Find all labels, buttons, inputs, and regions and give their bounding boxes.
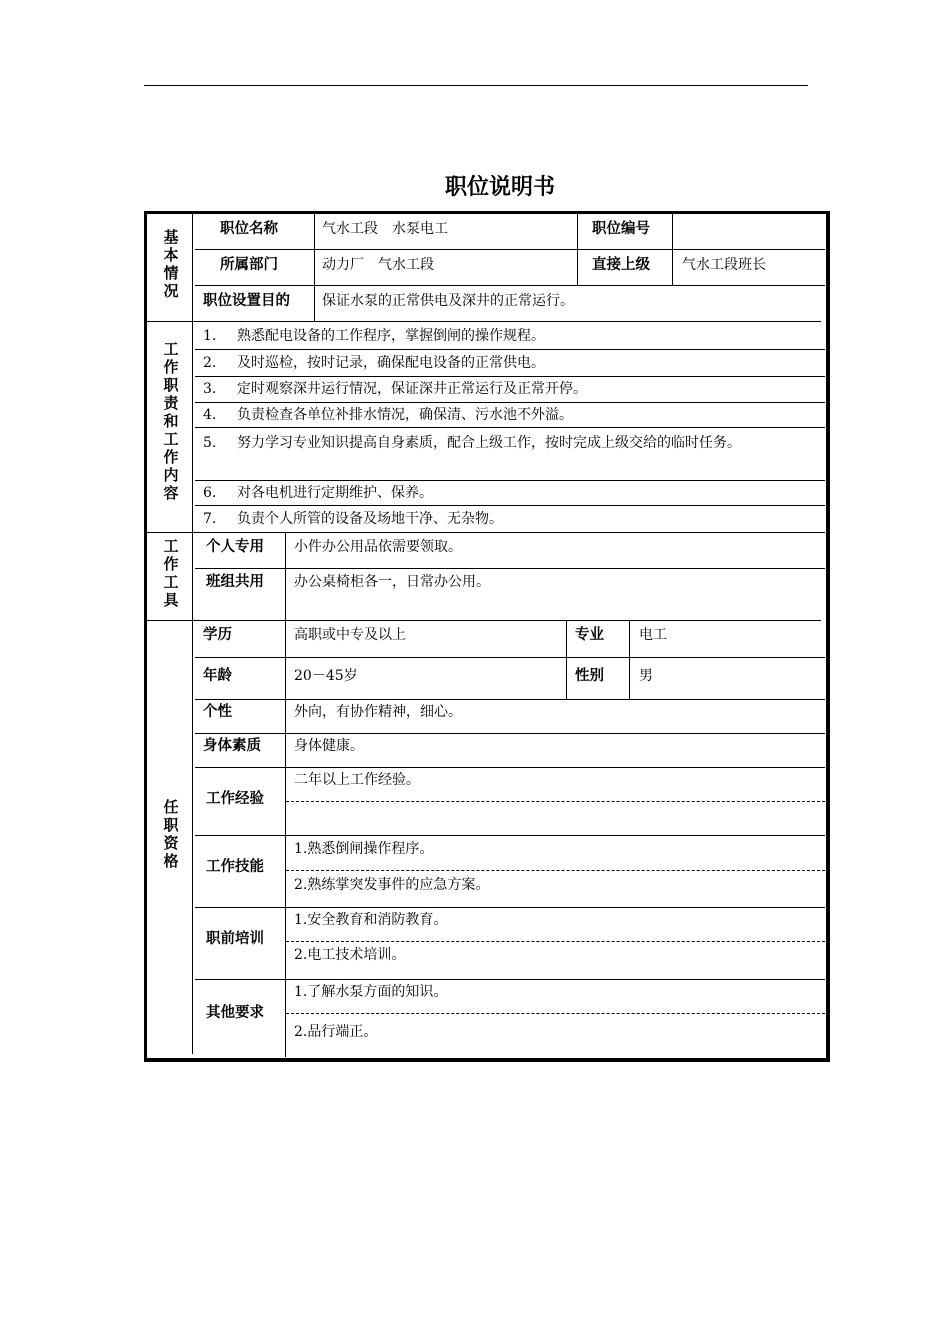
rule: [195, 907, 825, 908]
rule: [195, 376, 825, 377]
team-tools-value: 办公桌椅柜各一，日常办公用。: [294, 574, 490, 590]
dashed-rule: [286, 870, 825, 871]
rule: [285, 532, 286, 1057]
rule: [195, 480, 825, 481]
other-label: 其他要求: [206, 1005, 264, 1021]
section-rule: [147, 532, 825, 533]
duty-item: 5. 努力学习专业知识提高自身素质，配合上级工作，按时完成上级交给的临时任务。: [203, 435, 741, 451]
supervisor-label: 直接上级: [592, 257, 650, 273]
rule: [672, 214, 673, 285]
education-label: 学历: [203, 627, 232, 643]
skills-label: 工作技能: [206, 859, 264, 875]
training-line: 2.电工技术培训。: [294, 947, 406, 963]
dashed-rule: [286, 941, 825, 942]
position-name-label: 职位名称: [220, 221, 278, 237]
gender-label: 性别: [575, 668, 604, 684]
rule: [195, 699, 825, 700]
duty-item: 2. 及时巡检，按时记录，确保配电设备的正常供电。: [203, 355, 545, 371]
department-label: 所属部门: [220, 257, 278, 273]
rule: [195, 349, 825, 350]
document-title: 职位说明书: [444, 175, 555, 200]
personality-label: 个性: [203, 704, 232, 720]
major-label: 专业: [575, 627, 604, 643]
section-tools-label: 工作工具: [163, 537, 179, 609]
other-line: 1.了解水泵方面的知识。: [294, 984, 448, 1000]
rule: [195, 427, 825, 428]
rule: [195, 249, 825, 250]
section-basic-label: 基本情况: [163, 228, 179, 300]
duty-item: 4. 负责检查各单位补排水情况，确保清、污水池不外溢。: [203, 407, 573, 423]
supervisor-value: 气水工段班长: [682, 257, 766, 273]
team-tools-label: 班组共用: [206, 574, 264, 590]
position-code-label: 职位编号: [592, 221, 650, 237]
rule: [195, 835, 825, 836]
duty-item: 1. 熟悉配电设备的工作程序，掌握倒闸的操作规程。: [203, 328, 545, 344]
purpose-value: 保证水泵的正常供电及深井的正常运行。: [322, 293, 574, 309]
rule: [195, 979, 825, 980]
duty-item: 6. 对各电机进行定期维护、保养。: [203, 485, 433, 501]
rule: [195, 657, 825, 658]
rule: [195, 505, 825, 506]
section-rule: [147, 321, 821, 322]
major-value: 电工: [639, 627, 667, 643]
section-duties-label: 工作职责和工作内容: [163, 340, 179, 502]
section-qualifications-label: 任职资格: [163, 798, 179, 870]
rule: [195, 767, 825, 768]
age-value: 20－45岁: [294, 668, 358, 684]
training-line: 1.安全教育和消防教育。: [294, 912, 448, 928]
rule: [577, 214, 578, 285]
age-label: 年龄: [203, 668, 232, 684]
position-name-value: 气水工段 水泵电工: [322, 221, 448, 237]
training-label: 职前培训: [206, 931, 264, 947]
physical-label: 身体素质: [203, 738, 261, 754]
duty-item: 7. 负责个人所管的设备及场地干净、无杂物。: [203, 511, 503, 527]
experience-label: 工作经验: [206, 791, 264, 807]
education-value: 高职或中专及以上: [294, 627, 406, 643]
skills-line: 1.熟悉倒闸操作程序。: [294, 841, 434, 857]
skills-line: 2.熟练掌突发事件的应急方案。: [294, 877, 490, 893]
rule: [195, 733, 825, 734]
rule: [314, 214, 315, 321]
personality-value: 外向，有协作精神，细心。: [294, 704, 462, 720]
rule: [195, 285, 825, 286]
personal-tools-value: 小件办公用品依需要领取。: [294, 539, 462, 555]
header-rule: [144, 85, 808, 86]
physical-value: 身体健康。: [294, 738, 364, 754]
other-line: 2.品行端正。: [294, 1024, 378, 1040]
gender-value: 男: [639, 668, 653, 684]
purpose-label: 职位设置目的: [203, 293, 290, 309]
experience-line: 二年以上工作经验。: [294, 772, 420, 788]
duty-item: 3. 定时观察深井运行情况，保证深井正常运行及正常开停。: [203, 381, 587, 397]
dashed-rule: [286, 801, 825, 802]
dashed-rule: [286, 1013, 825, 1014]
job-description-form: [144, 211, 830, 1062]
rule: [629, 620, 630, 699]
rule: [195, 402, 825, 403]
personal-tools-label: 个人专用: [206, 539, 264, 555]
rule: [195, 568, 825, 569]
section-column-rule: [192, 214, 193, 1054]
section-rule: [147, 620, 821, 621]
department-value: 动力厂 气水工段: [322, 257, 434, 273]
rule: [566, 620, 567, 699]
